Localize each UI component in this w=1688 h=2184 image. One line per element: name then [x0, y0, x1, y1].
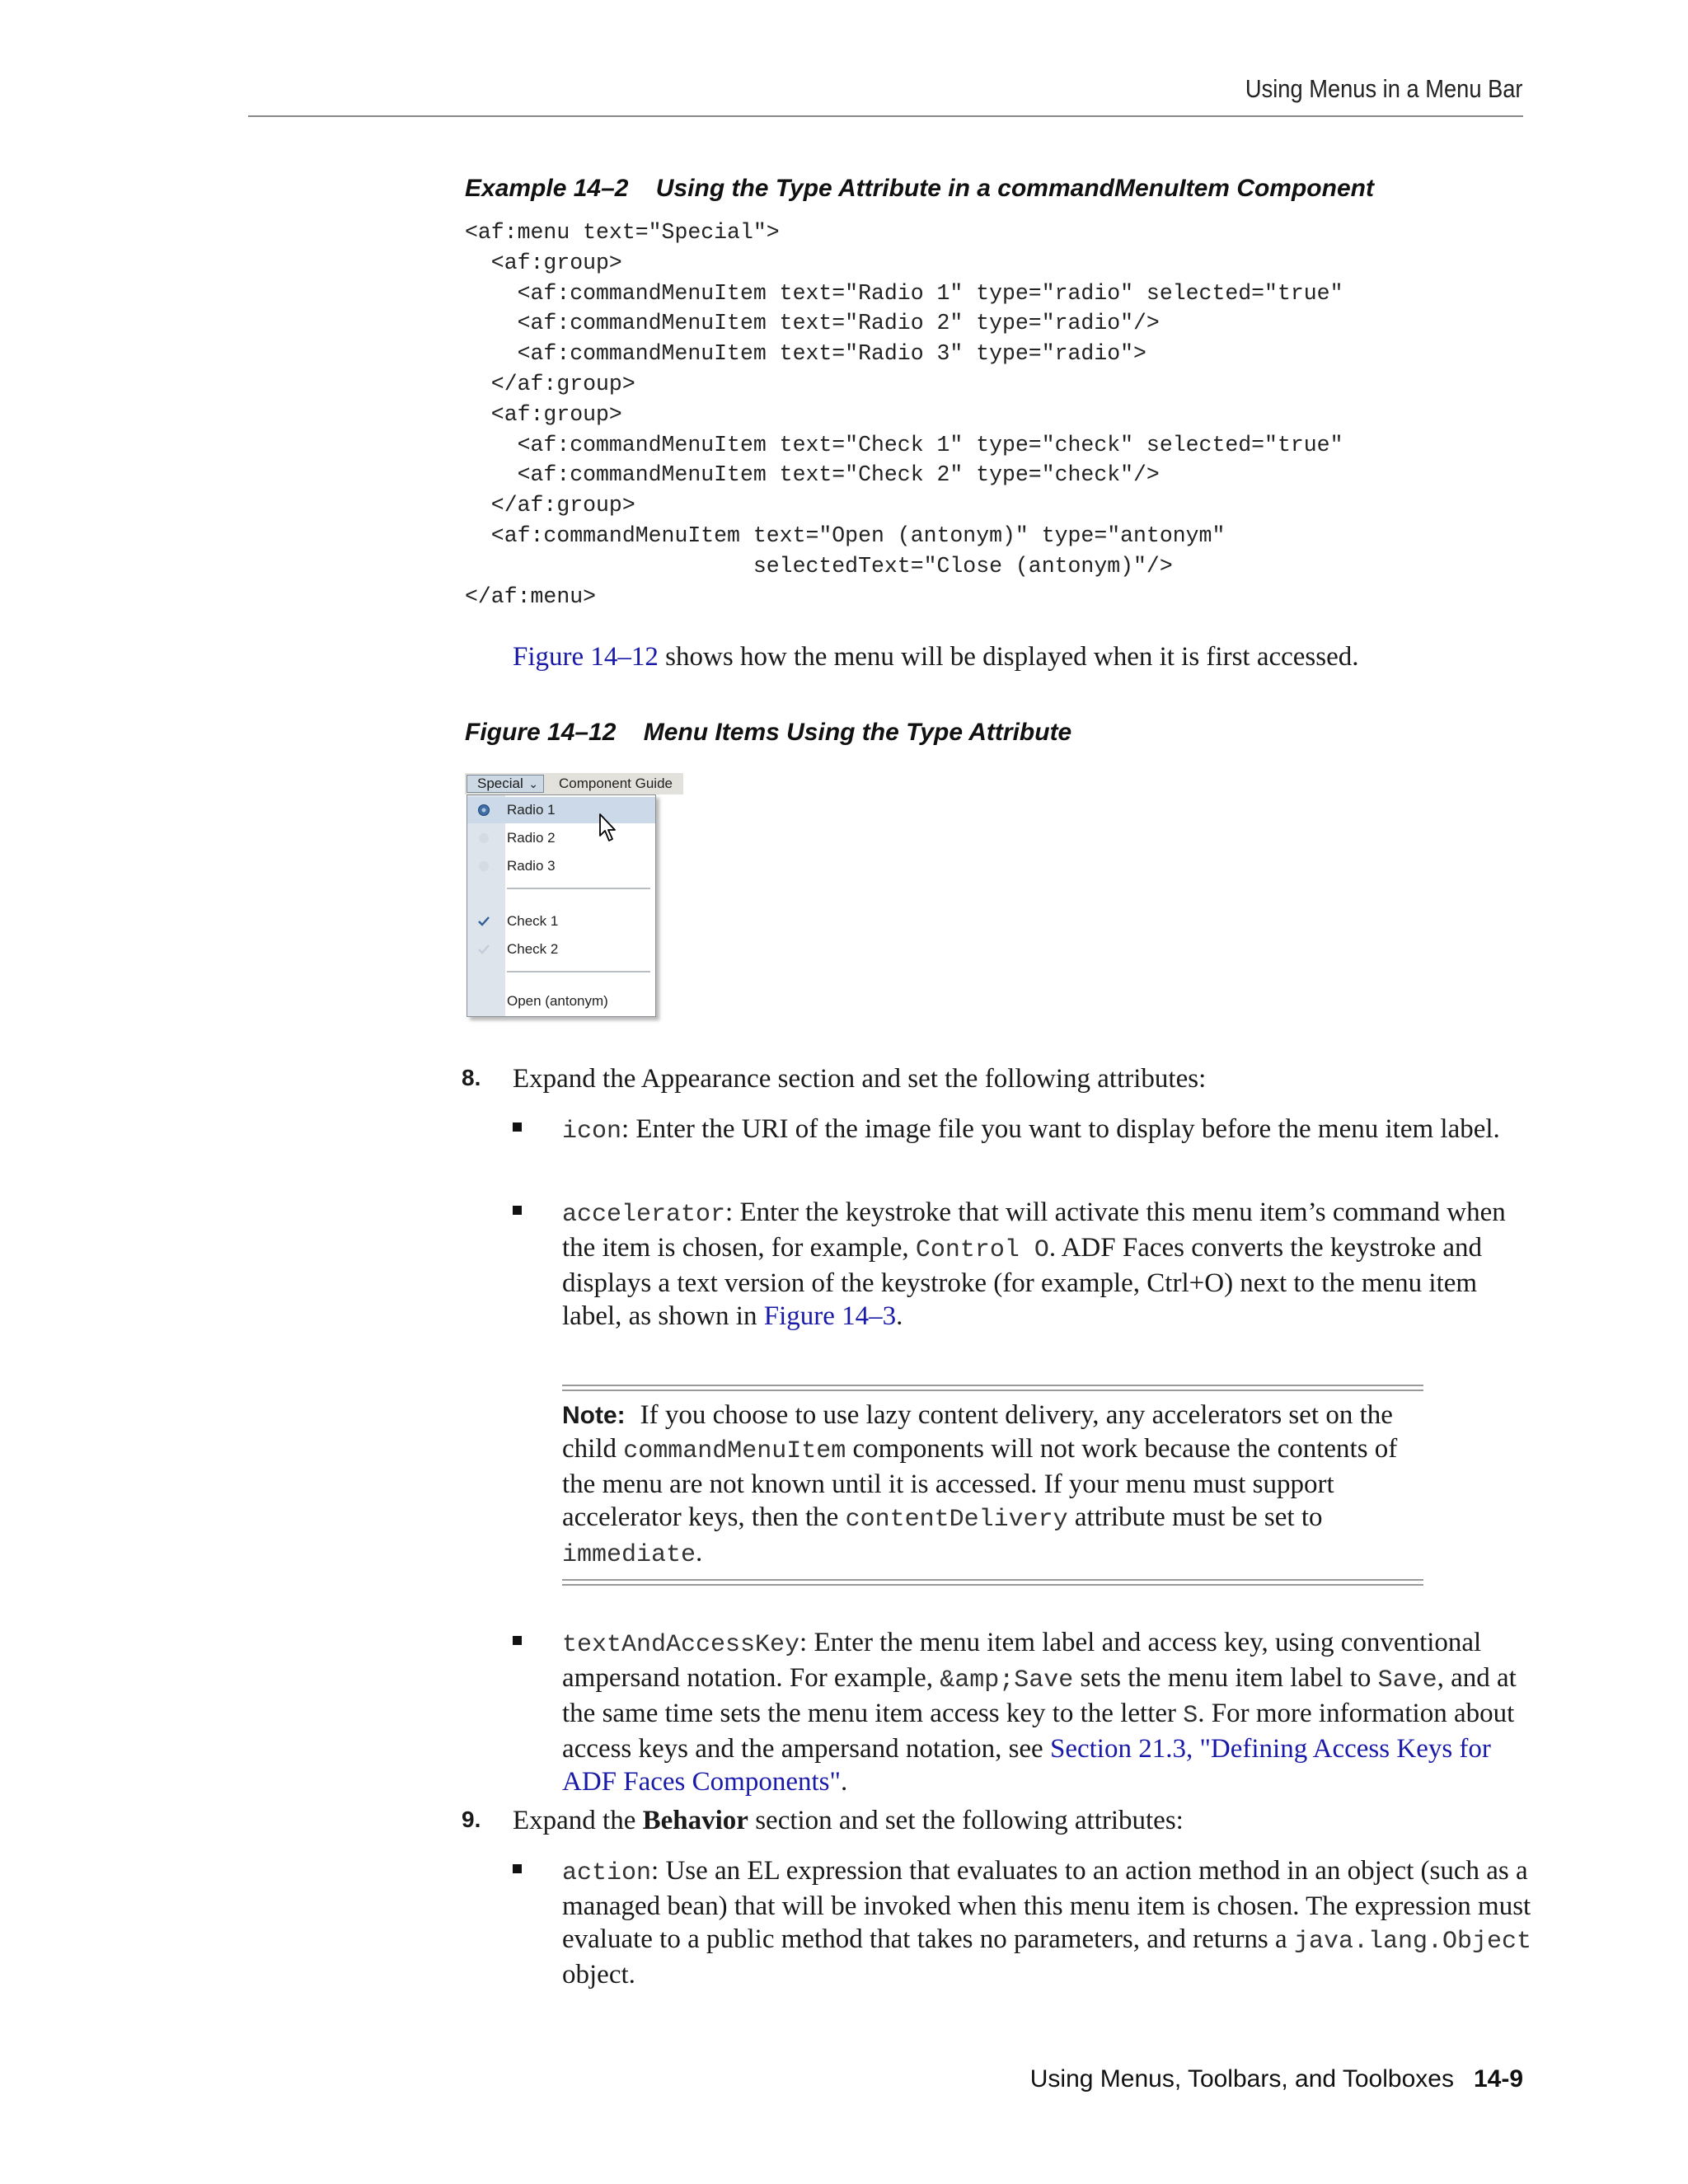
menu-item-check-2[interactable]: Check 2: [467, 936, 655, 963]
footer-title: Using Menus, Toolbars, and Toolboxes: [1029, 2065, 1454, 2093]
code-line: <af:group>: [465, 401, 622, 427]
bullet-text-and-access-key: textAndAccessKey: Enter the menu item label and access key, using conventional ampersand notation. For example, &amp;Save sets the menu item label to Save, and at the same time sets the menu item access key to the letter S. For more information about access keys and the ampersand notation, see Section 21.3, "Defining Access Keys for ADF Faces Components".: [562, 1628, 1517, 1797]
figure-caption: Figure 14–12 Menu Items Using the Type Attribute: [465, 719, 1072, 746]
running-header: Using Menus in a Menu Bar: [1245, 74, 1523, 103]
checkmark-icon: [477, 915, 490, 928]
code-line: <af:commandMenuItem text="Open (antonym)" type="antonym": [465, 523, 1226, 548]
mouse-pointer-icon: [598, 813, 620, 844]
bullet-accelerator: accelerator: Enter the keystroke that will activate this menu item’s command when the item is chosen, for example, Control O. ADF Faces converts the keystroke and displays a text version of the keystroke (for example, Ctrl+O) next to the menu item label, as shown in Figure 14–3.: [562, 1197, 1506, 1331]
note-bottom-rule: [562, 1579, 1423, 1586]
section-link[interactable]: Section 21.3, "Defining Access Keys for ADF Faces Components": [562, 1734, 1491, 1797]
code-line: <af:commandMenuItem text="Radio 3" type="radio">: [465, 341, 1146, 367]
code-line: <af:commandMenuItem text="Radio 2" type="radio"/>: [465, 311, 1160, 336]
bullet-action: action: Use an EL expression that evaluates to an action method in an object (such as a managed bean) that will be invoked when this menu item is chosen. The expression must evaluate to a public method that takes no parameters, and returns a java.lang.Object object.: [562, 1856, 1531, 1990]
radio-unselected-icon: [477, 832, 490, 845]
radio-selected-icon: [477, 804, 490, 817]
code-line: <af:commandMenuItem text="Radio 1" type="radio" selected="true": [465, 280, 1343, 306]
code-line: <af:commandMenuItem text="Check 2" type="check"/>: [465, 462, 1160, 488]
code-line: <af:group>: [465, 250, 622, 275]
code-line: </af:group>: [465, 371, 635, 396]
bullet-icon: [513, 1206, 522, 1215]
step-number: 8.: [462, 1065, 481, 1090]
code-line: </af:group>: [465, 493, 635, 518]
chevron-down-icon: ⌄: [528, 777, 538, 790]
note-label: Note:: [562, 1402, 626, 1429]
code-example: [465, 218, 1343, 612]
menu-separator: [507, 971, 650, 972]
menu-dropdown: [467, 794, 656, 1017]
bullet-icon-attr: icon: Enter the URI of the image file you want to display before the menu item label.: [562, 1114, 1500, 1146]
code-line: <af:commandMenuItem text="Check 1" type="check" selected="true": [465, 432, 1343, 457]
menu-item-radio-1[interactable]: Radio 1: [467, 797, 655, 823]
menu-screenshot: [465, 773, 687, 1020]
page-footer: [1030, 2065, 1523, 2093]
bullet-icon: [513, 1864, 522, 1873]
header-rule: [248, 115, 1523, 117]
page-number: 14-9: [1473, 2065, 1523, 2093]
special-menu[interactable]: Special ⌄: [467, 775, 544, 793]
example-caption: Example 14–2 Using the Type Attribute in a commandMenuItem Component: [465, 175, 1374, 202]
step-8-text: Expand the Appearance section and set the following attributes:: [513, 1064, 1207, 1094]
menu-item-open-antonym[interactable]: Open (antonym): [507, 993, 608, 1009]
note-top-rule: [562, 1385, 1423, 1391]
menu-bar: [465, 773, 683, 794]
checkmark-faded-icon: [477, 943, 490, 956]
menu-item-radio-3[interactable]: Radio 3: [467, 853, 655, 879]
figure-link[interactable]: Figure 14–3: [763, 1301, 897, 1331]
menu-item-check-1[interactable]: Check 1: [467, 908, 655, 935]
code-line: </af:menu>: [465, 583, 597, 609]
menu-item-radio-2[interactable]: Radio 2: [467, 825, 655, 851]
note-box: Note: If you choose to use lazy content delivery, any accelerators set on the child commandMenuItem components will not work because the contents of the menu are not known until it is accessed. If your menu must support accelerator keys, then the contentDelivery attribute must be set to immediate.: [562, 1400, 1398, 1569]
component-guide-menu[interactable]: Component Guide: [559, 776, 673, 791]
step-number: 9.: [462, 1807, 481, 1832]
menu-separator: [507, 888, 650, 889]
code-line: selectedText="Close (antonym)"/>: [465, 553, 1173, 579]
radio-unselected-icon: [477, 860, 490, 873]
figure-link[interactable]: Figure 14–12: [513, 642, 659, 672]
code-line: <af:menu text="Special">: [465, 220, 780, 245]
step-9-text: Expand the Behavior section and set the following attributes:: [513, 1806, 1184, 1835]
bullet-icon: [513, 1122, 522, 1132]
bullet-icon: [513, 1636, 522, 1645]
intro-paragraph: Figure 14–12 shows how the menu will be displayed when it is first accessed.: [513, 642, 1359, 672]
